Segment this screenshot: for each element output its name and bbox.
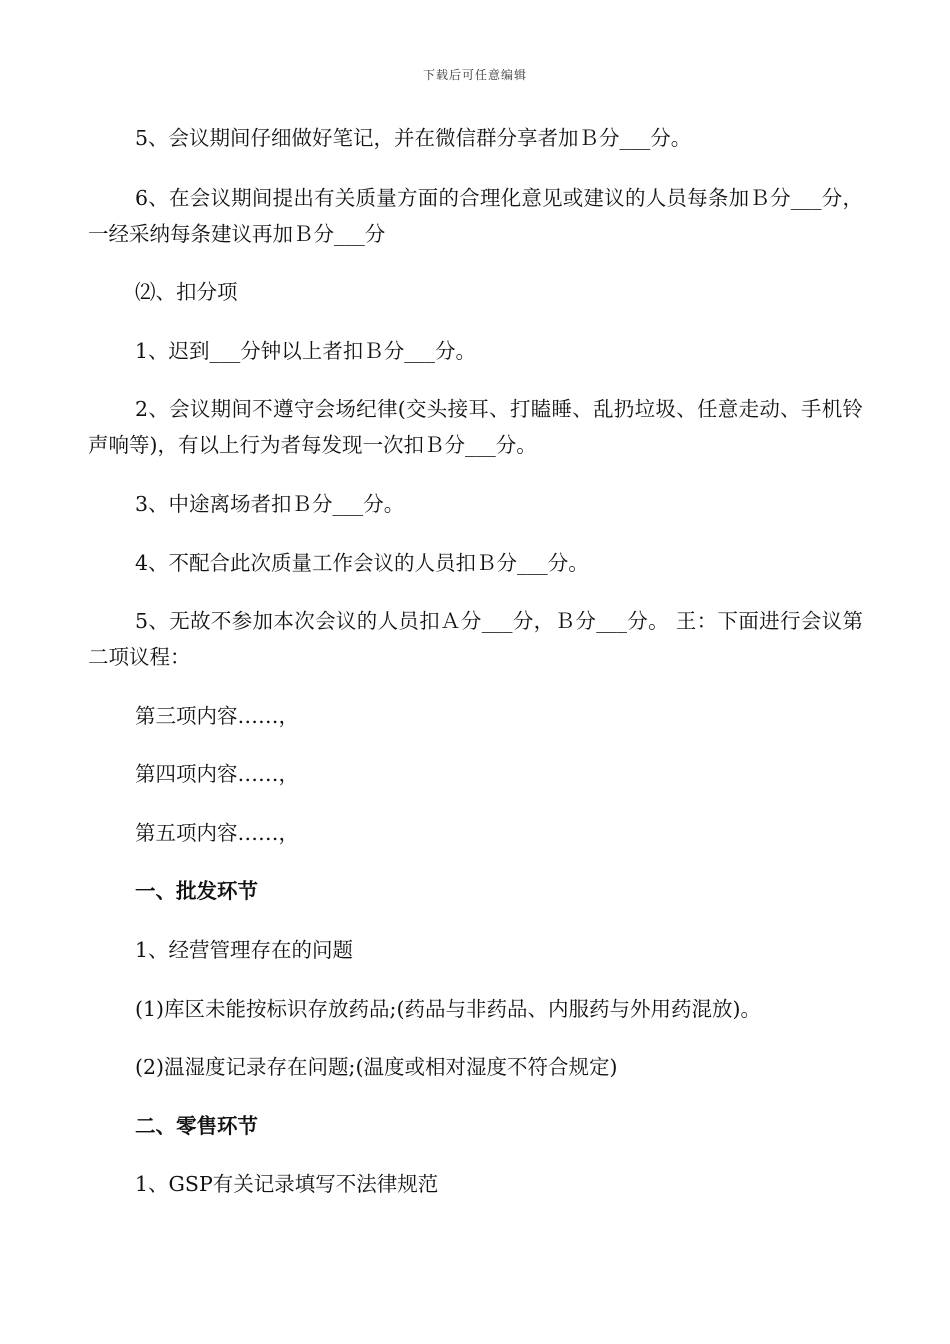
paragraph: (1)库区未能按标识存放药品;(药品与非药品、内服药与外用药混放)。: [135, 997, 761, 1021]
paragraph: 2、会议期间不遵守会场纪律(交头接耳、打瞌睡、乱扔垃圾、任意走动、手机铃声响等)，有以上行为者每发现一次扣Ｂ分___分。: [88, 397, 863, 457]
paragraph: 第三项内容……，: [135, 704, 299, 728]
paragraph: 6、在会议期间提出有关质量方面的合理化意见或建议的人员每条加Ｂ分___分，一经采纳每条建议再加Ｂ分___分: [88, 186, 863, 246]
paragraph: 第五项内容……，: [135, 821, 299, 845]
paragraph: 1、GSP有关记录填写不法律规范: [135, 1172, 439, 1196]
section-heading: 二、零售环节: [135, 1114, 258, 1138]
paragraph: 1、经营管理存在的问题: [135, 938, 354, 962]
page-header-note: 下载后可任意编辑: [422, 68, 527, 82]
paragraph: 第四项内容……，: [135, 762, 299, 786]
paragraph: 3、中途离场者扣Ｂ分___分。: [135, 492, 405, 516]
section-heading: 一、批发环节: [135, 879, 258, 903]
paragraph: 1、迟到___分钟以上者扣Ｂ分___分。: [135, 339, 477, 363]
paragraph: 5、会议期间仔细做好笔记，并在微信群分享者加Ｂ分___分。: [135, 126, 692, 150]
paragraph: (2)温湿度记录存在问题;(温度或相对湿度不符合规定): [135, 1055, 618, 1079]
paragraph: ⑵、扣分项: [135, 280, 238, 304]
paragraph: 5、无故不参加本次会议的人员扣Ａ分___分，Ｂ分___分。 王：下面进行会议第二项议程：: [88, 609, 863, 669]
paragraph: 4、不配合此次质量工作会议的人员扣Ｂ分___分。: [135, 551, 589, 575]
